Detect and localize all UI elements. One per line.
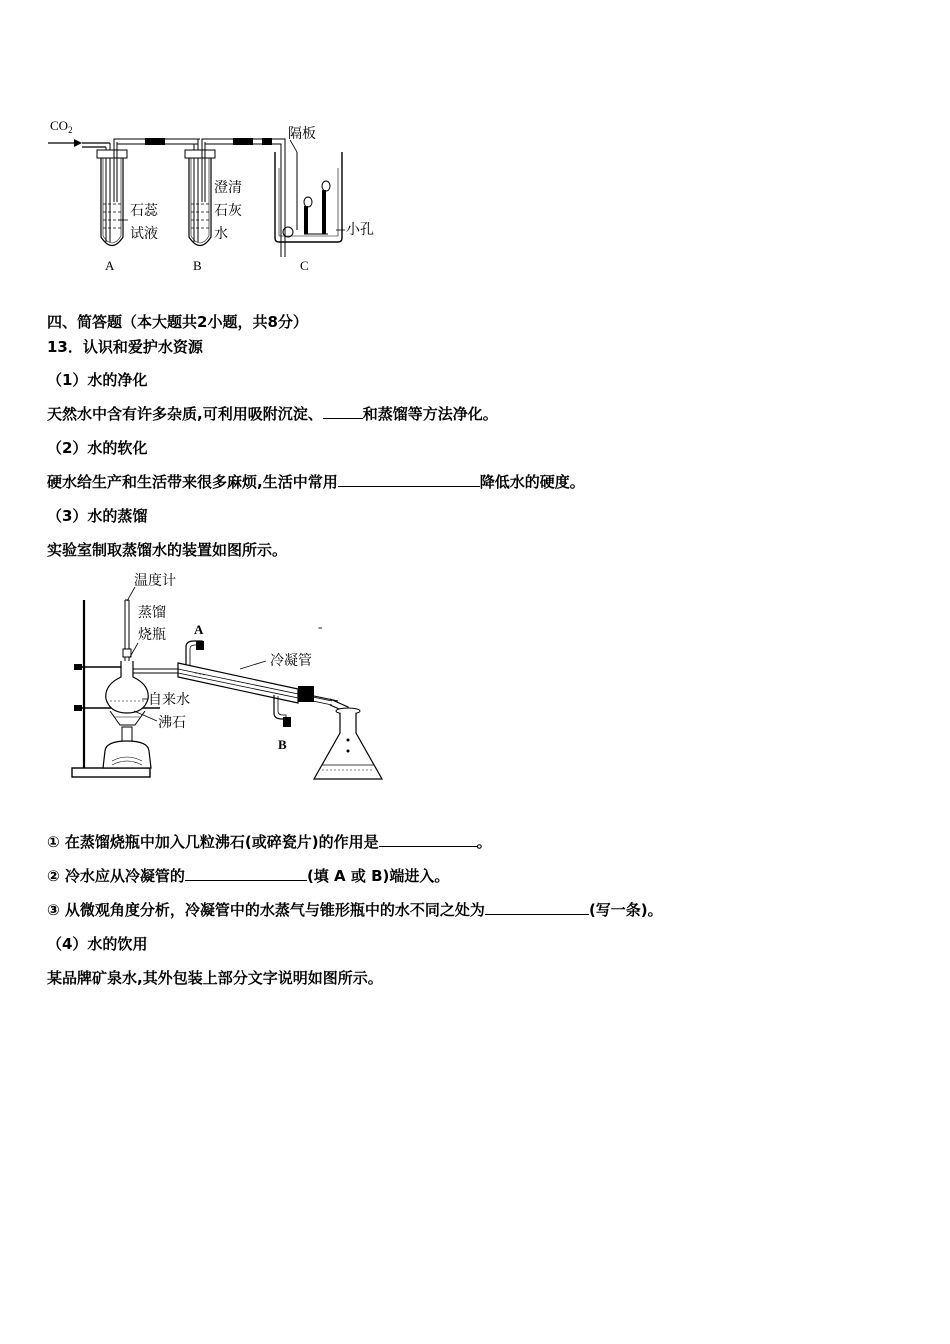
label-a: A xyxy=(105,258,115,273)
thermometer xyxy=(123,600,131,665)
test-tube-b xyxy=(185,150,215,246)
answer-blank-5[interactable] xyxy=(485,900,589,915)
question-3-1 xyxy=(47,832,492,852)
condenser-label: 冷凝管 xyxy=(270,653,312,669)
part-1-text-before: 天然水中含有许多杂质,可利用吸附沉淀、 xyxy=(47,405,323,423)
question-3-2 xyxy=(47,866,449,886)
part-3-intro: 实验室制取蒸馏水的装置如图所示。 xyxy=(47,541,288,559)
conical-flask xyxy=(314,708,382,779)
flask-label-1: 蒸馏 xyxy=(138,605,166,621)
hole-label: 小孔 xyxy=(346,222,374,238)
q3-after: (写一条)。 xyxy=(588,901,663,919)
co2-apparatus-figure xyxy=(40,112,400,282)
q1-before: ① 在蒸馏烧瓶中加入几粒沸石(或碎瓷片)的作用是 xyxy=(47,833,379,851)
part-4-text: 某品牌矿泉水,其外包装上部分文字说明如图所示。 xyxy=(47,969,383,987)
q2-before: ② 冷水应从冷凝管的 xyxy=(47,867,185,885)
q1-after: 。 xyxy=(476,833,492,851)
test-tube-a xyxy=(97,150,128,246)
tube-b-reagent-2: 石灰 xyxy=(214,203,242,219)
q3-before: ③ 从微观角度分析，冷凝管中的水蒸气与锥形瓶中的水不同之处为 xyxy=(47,901,485,919)
label-c: C xyxy=(300,258,309,273)
question-13-title: 13．认识和爱护水资源 xyxy=(47,338,203,356)
label-b: B xyxy=(193,258,202,273)
tube-a-reagent-1: 石蕊 xyxy=(130,203,158,219)
answer-blank-1[interactable] xyxy=(323,404,363,419)
boiling-chip-label: 沸石 xyxy=(158,715,186,731)
alcohol-lamp xyxy=(103,727,151,768)
stray-mark: - xyxy=(318,619,323,634)
question-3-3 xyxy=(47,900,663,920)
q2-after: (填 A 或 B)端进入。 xyxy=(306,867,450,885)
flask-label-2: 烧瓶 xyxy=(138,627,166,643)
port-b-label: B xyxy=(278,737,287,752)
part-1-text-after: 和蒸馏等方法净化。 xyxy=(362,405,498,423)
condenser xyxy=(178,641,338,727)
answer-blank-4[interactable] xyxy=(185,866,307,881)
tube-b-reagent-3: 水 xyxy=(214,226,228,242)
part-2-title: （2）水的软化 xyxy=(47,439,148,457)
partition-label: 隔板 xyxy=(288,126,316,142)
tap-water-label: 自来水 xyxy=(148,692,190,708)
answer-blank-2[interactable] xyxy=(338,472,480,487)
part-2-text-after: 降低水的硬度。 xyxy=(479,473,585,491)
port-a-label: A xyxy=(194,622,204,637)
section-heading: 四、简答题（本大题共2小题，共8分） xyxy=(47,313,308,331)
part-1-title: （1）水的净化 xyxy=(47,371,148,389)
thermometer-label: 温度计 xyxy=(134,573,176,589)
co2-label: $CO_2$ xyxy=(50,118,73,135)
stand-base xyxy=(72,768,150,777)
part-1-text xyxy=(47,404,498,424)
part-3-title: （3）水的蒸馏 xyxy=(47,507,148,525)
part-4-title: （4）水的饮用 xyxy=(47,935,148,953)
tube-a-reagent-2: 试液 xyxy=(130,226,158,242)
part-2-text-before: 硬水给生产和生活带来很多麻烦,生活中常用 xyxy=(47,473,338,491)
tube-b-reagent-1: 澄清 xyxy=(214,180,242,196)
part-2-text xyxy=(47,472,585,492)
answer-blank-3[interactable] xyxy=(379,832,477,847)
distillation-apparatus-figure xyxy=(60,565,400,785)
